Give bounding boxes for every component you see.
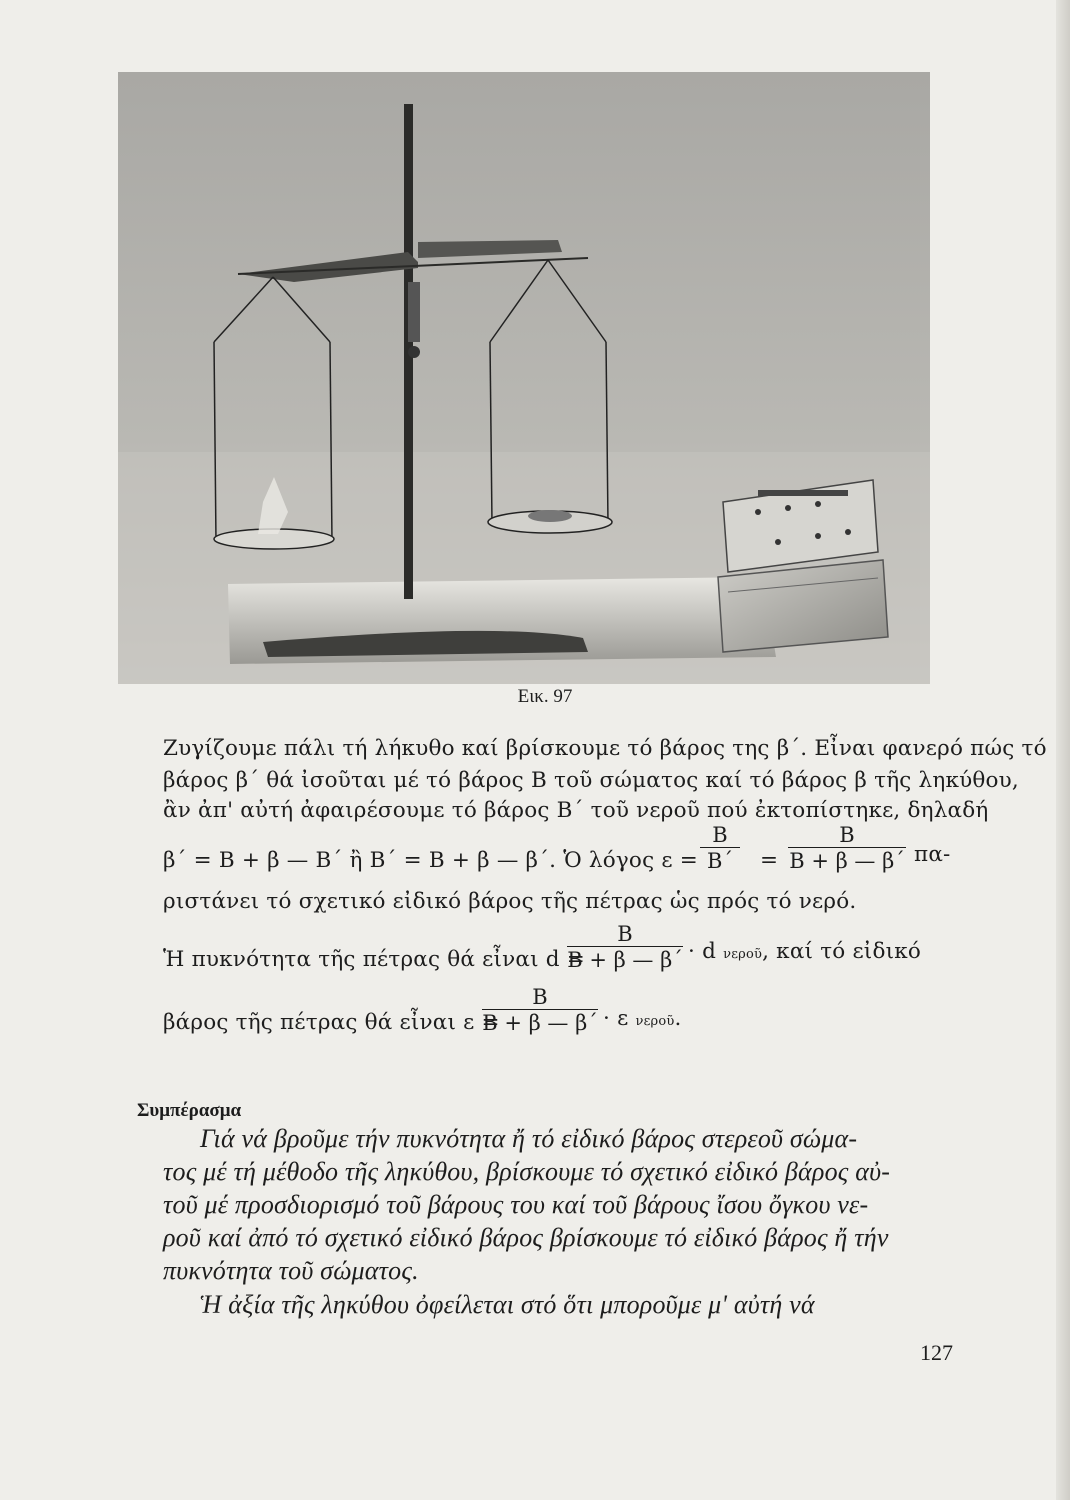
section-heading: Συμπέρασμα <box>137 1100 242 1121</box>
subscript-water: νεροῦ <box>635 1014 675 1029</box>
specific-e: · ε <box>603 1006 629 1031</box>
text-line: ριστάνει τό σχετικό εἰδικό βάρος τῆς πέτρας ὡς πρός τό νερό. <box>163 889 857 914</box>
fraction-relative-density-2 <box>788 823 906 874</box>
density-end: , καί τό εἰδικό <box>762 939 921 964</box>
conclusion-line: τοῦ μέ προσδιορισμό τοῦ βάρους του καί τοῦ βάρους ἴσου ὄγκου νε- <box>163 1190 869 1219</box>
fraction-denominator: Β + β — β΄ <box>567 948 683 972</box>
fraction-numerator: Β <box>532 985 548 1009</box>
specific-right <box>603 1004 682 1037</box>
fraction-numerator: Β <box>839 823 855 847</box>
text-line: Ζυγίζουμε πάλι τή λήκυθο καί βρίσκουμε τό βάρος της β΄. Εἶναι φανερό πώς τό <box>163 736 1047 761</box>
fraction-specific-weight <box>482 985 598 1036</box>
fraction-denominator: Β + β — β΄ <box>789 849 905 873</box>
conclusion-line: τος μέ τή μέθοδο τῆς ληκύθου, βρίσκουμε τό σχετικό εἰδικό βάρος αὐ- <box>163 1157 891 1186</box>
specific-end: . <box>674 1006 682 1031</box>
text-line: βάρος β΄ θά ἰσοῦται μέ τό βάρος Β τοῦ σώματος καί τό βάρος β τῆς ληκύθου, <box>163 768 1019 793</box>
fraction-denominator: Β΄ <box>707 849 733 873</box>
subscript-water: νεροῦ <box>723 947 763 962</box>
specific-left: βάρος τῆς πέτρας θά εἶναι ε = <box>163 1010 500 1035</box>
density-d: · d <box>688 939 717 964</box>
fraction-numerator: Β <box>712 823 728 847</box>
density-right <box>688 937 921 970</box>
text-line: πα- <box>914 842 951 867</box>
balance-scale-illustration <box>118 72 930 684</box>
density-left: Ἡ πυκνότητα τῆς πέτρας θά εἶναι d = <box>163 947 586 972</box>
conclusion-line: πυκνότητα τοῦ σώματος. <box>163 1256 419 1285</box>
figure-caption: Εικ. 97 <box>517 686 573 707</box>
fraction-denominator: Β + β — β΄ <box>482 1011 598 1035</box>
conclusion-line: Ἡ ἀξία τῆς ληκύθου ὀφείλεται στό ὅτι μποροῦμε μ' αὐτή νά <box>200 1290 815 1319</box>
balance-photo <box>118 72 930 684</box>
conclusion-line: Γιά νά βροῦμε τήν πυκνότητα ἤ τό εἰδικό βάρος στερεοῦ σώμα- <box>200 1124 858 1153</box>
conclusion-line: ροῦ καί ἀπό τό σχετικό εἰδικό βάρος βρίσκουμε τό εἰδικό βάρος ἤ τήν <box>163 1223 889 1252</box>
fraction-numerator: Β <box>617 922 633 946</box>
equals-sign: = <box>760 848 779 873</box>
formula-left: β΄ = Β + β — Β΄ ἢ Β΄ = Β + β — β΄. Ὁ λόγος ε = <box>163 848 698 873</box>
page-number: 127 <box>920 1340 953 1365</box>
fraction-density <box>567 922 683 973</box>
page-edge <box>1056 0 1070 1500</box>
text-line: ἂν ἀπ' αὐτή ἀφαιρέσουμε τό βάρος Β΄ τοῦ νεροῦ πού ἐκτοπίστηκε, δηλαδή <box>163 798 989 823</box>
fraction-relative-density-1 <box>700 823 740 874</box>
